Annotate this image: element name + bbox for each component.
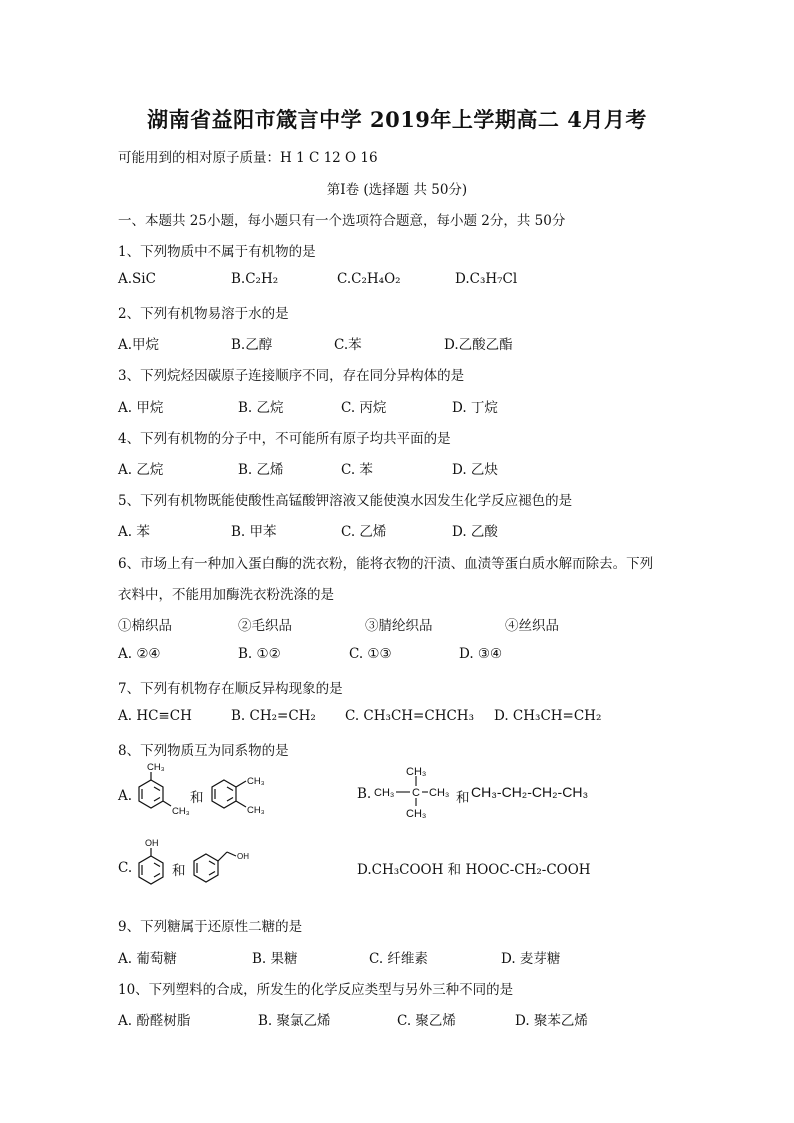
- q8b-ch3-right: CH₃: [429, 787, 450, 799]
- q2-option-d: D.乙酸乙酯: [444, 337, 513, 353]
- q4-option-a: A. 乙烷: [118, 462, 164, 478]
- q8b-c-center: C: [412, 787, 420, 799]
- q8-and-2: 和: [456, 790, 470, 806]
- neopentane-structure: [372, 764, 456, 818]
- meta-xylene-structure: [130, 762, 194, 820]
- q1-option-c: C.C₂H₄O₂: [337, 271, 401, 287]
- question-2-stem: 2、下列有机物易溶于水的是: [118, 306, 289, 322]
- q8-and-3: 和: [172, 863, 186, 879]
- q6-item-4: ④丝织品: [505, 618, 559, 634]
- q8b-ch3-left: CH₃: [374, 787, 395, 799]
- part1-heading: 第Ⅰ卷 (选择题 共 50分): [326, 182, 468, 198]
- q1-option-a: A.SiC: [118, 271, 156, 287]
- question-10-stem: 10、下列塑料的合成，所发生的化学反应类型与另外三种不同的是: [118, 982, 514, 998]
- q8a-methyl-label-2: CH₃: [172, 806, 190, 817]
- q8-option-c-label: C.: [118, 860, 133, 876]
- q10-option-b: B. 聚氯乙烯: [258, 1013, 331, 1029]
- phenol-structure: [132, 836, 170, 892]
- question-6-stem-line2: 衣料中，不能用加酶洗衣粉洗涤的是: [118, 587, 334, 603]
- question-5-stem: 5、下列有机物既能使酸性高锰酸钾溶液又能使溴水因发生化学反应褪色的是: [118, 493, 573, 509]
- q6-option-a: A. ②④: [118, 646, 161, 662]
- q4-option-c: C. 苯: [341, 462, 373, 478]
- q3-option-a: A. 甲烷: [118, 400, 164, 416]
- q4-option-b: B. 乙烯: [238, 462, 284, 478]
- q3-option-c: C. 丙烷: [341, 400, 387, 416]
- q6-option-c: C. ①③: [349, 646, 392, 662]
- q4-option-d: D. 乙炔: [452, 462, 498, 478]
- q8-option-b-label: B.: [357, 786, 372, 802]
- question-7-stem: 7、下列有机物存在顺反异构现象的是: [118, 681, 343, 697]
- q5-option-a: A. 苯: [118, 524, 150, 540]
- page-title: 湖南省益阳市箴言中学 2019年上学期高二 4月月考: [147, 107, 647, 132]
- section-instructions: 一、本题共 25小题，每小题只有一个选项符合题意，每小题 2分，共 50分: [118, 213, 566, 229]
- q9-option-b: B. 果糖: [252, 951, 298, 967]
- benzyl-alcohol-structure: [188, 840, 258, 892]
- q5-option-c: C. 乙烯: [341, 524, 387, 540]
- q8-and-1: 和: [190, 790, 204, 806]
- q3-option-d: D. 丁烷: [452, 400, 498, 416]
- q7-option-c: C. CH₃CH=CHCH₃: [345, 708, 474, 724]
- q6-item-2: ②毛织品: [238, 618, 292, 634]
- q3-option-b: B. 乙烷: [238, 400, 284, 416]
- q2-option-c: C.苯: [334, 337, 362, 353]
- q8-option-d: D.CH₃COOH 和 HOOC-CH₂-COOH: [357, 862, 591, 878]
- q8a-methyl-label-1: CH₃: [147, 762, 165, 773]
- q9-option-c: C. 纤维素: [369, 951, 428, 967]
- q8a2-methyl-label-1: CH₃: [247, 776, 265, 787]
- atomic-mass-note: 可能用到的相对原子质量：H 1 C 12 O 16: [118, 150, 378, 166]
- q7-option-a: A. HC≡CH: [118, 708, 192, 724]
- q8a2-methyl-label-2: CH₃: [247, 805, 265, 816]
- q7-option-d: D. CH₃CH=CH₂: [494, 708, 602, 724]
- question-1-stem: 1、下列物质中不属于有机物的是: [118, 244, 316, 260]
- q1-option-d: D.C₃H₇Cl: [455, 271, 518, 287]
- question-8-stem: 8、下列物质互为同系物的是: [118, 743, 289, 759]
- q6-item-1: ①棉织品: [118, 618, 172, 634]
- q6-option-d: D. ③④: [459, 646, 503, 662]
- ortho-xylene-structure: [204, 762, 276, 820]
- question-4-stem: 4、下列有机物的分子中，不可能所有原子均共平面的是: [118, 431, 451, 447]
- question-9-stem: 9、下列糖属于还原性二糖的是: [118, 919, 303, 935]
- q2-option-a: A.甲烷: [118, 337, 160, 353]
- q8b-ch3-bottom: CH₃: [406, 808, 427, 818]
- q6-option-b: B. ①②: [238, 646, 281, 662]
- butane-chain: CH₃-CH₂-CH₂-CH₃: [471, 784, 589, 800]
- q1-option-b: B.C₂H₂: [231, 271, 279, 287]
- q10-option-a: A. 酚醛树脂: [118, 1013, 191, 1029]
- q8c-oh-label: OH: [145, 838, 159, 848]
- question-6-stem-line1: 6、市场上有一种加入蛋白酶的洗衣粉，能将衣物的汗渍、血渍等蛋白质水解而除去。下列: [118, 556, 654, 572]
- q5-option-d: D. 乙酸: [452, 524, 498, 540]
- q8b-ch3-top: CH₃: [406, 766, 427, 778]
- q10-option-d: D. 聚苯乙烯: [515, 1013, 588, 1029]
- q10-option-c: C. 聚乙烯: [397, 1013, 456, 1029]
- q6-item-3: ③腈纶织品: [365, 618, 433, 634]
- q8-option-a-label: A.: [118, 788, 133, 804]
- q9-option-a: A. 葡萄糖: [118, 951, 177, 967]
- question-3-stem: 3、下列烷烃因碳原子连接顺序不同，存在同分异构体的是: [118, 368, 465, 384]
- q2-option-b: B.乙醇: [231, 337, 273, 353]
- q7-option-b: B. CH₂=CH₂: [231, 708, 316, 724]
- q8c2-oh-label: OH: [237, 852, 249, 861]
- q9-option-d: D. 麦芽糖: [501, 951, 561, 967]
- q5-option-b: B. 甲苯: [231, 524, 277, 540]
